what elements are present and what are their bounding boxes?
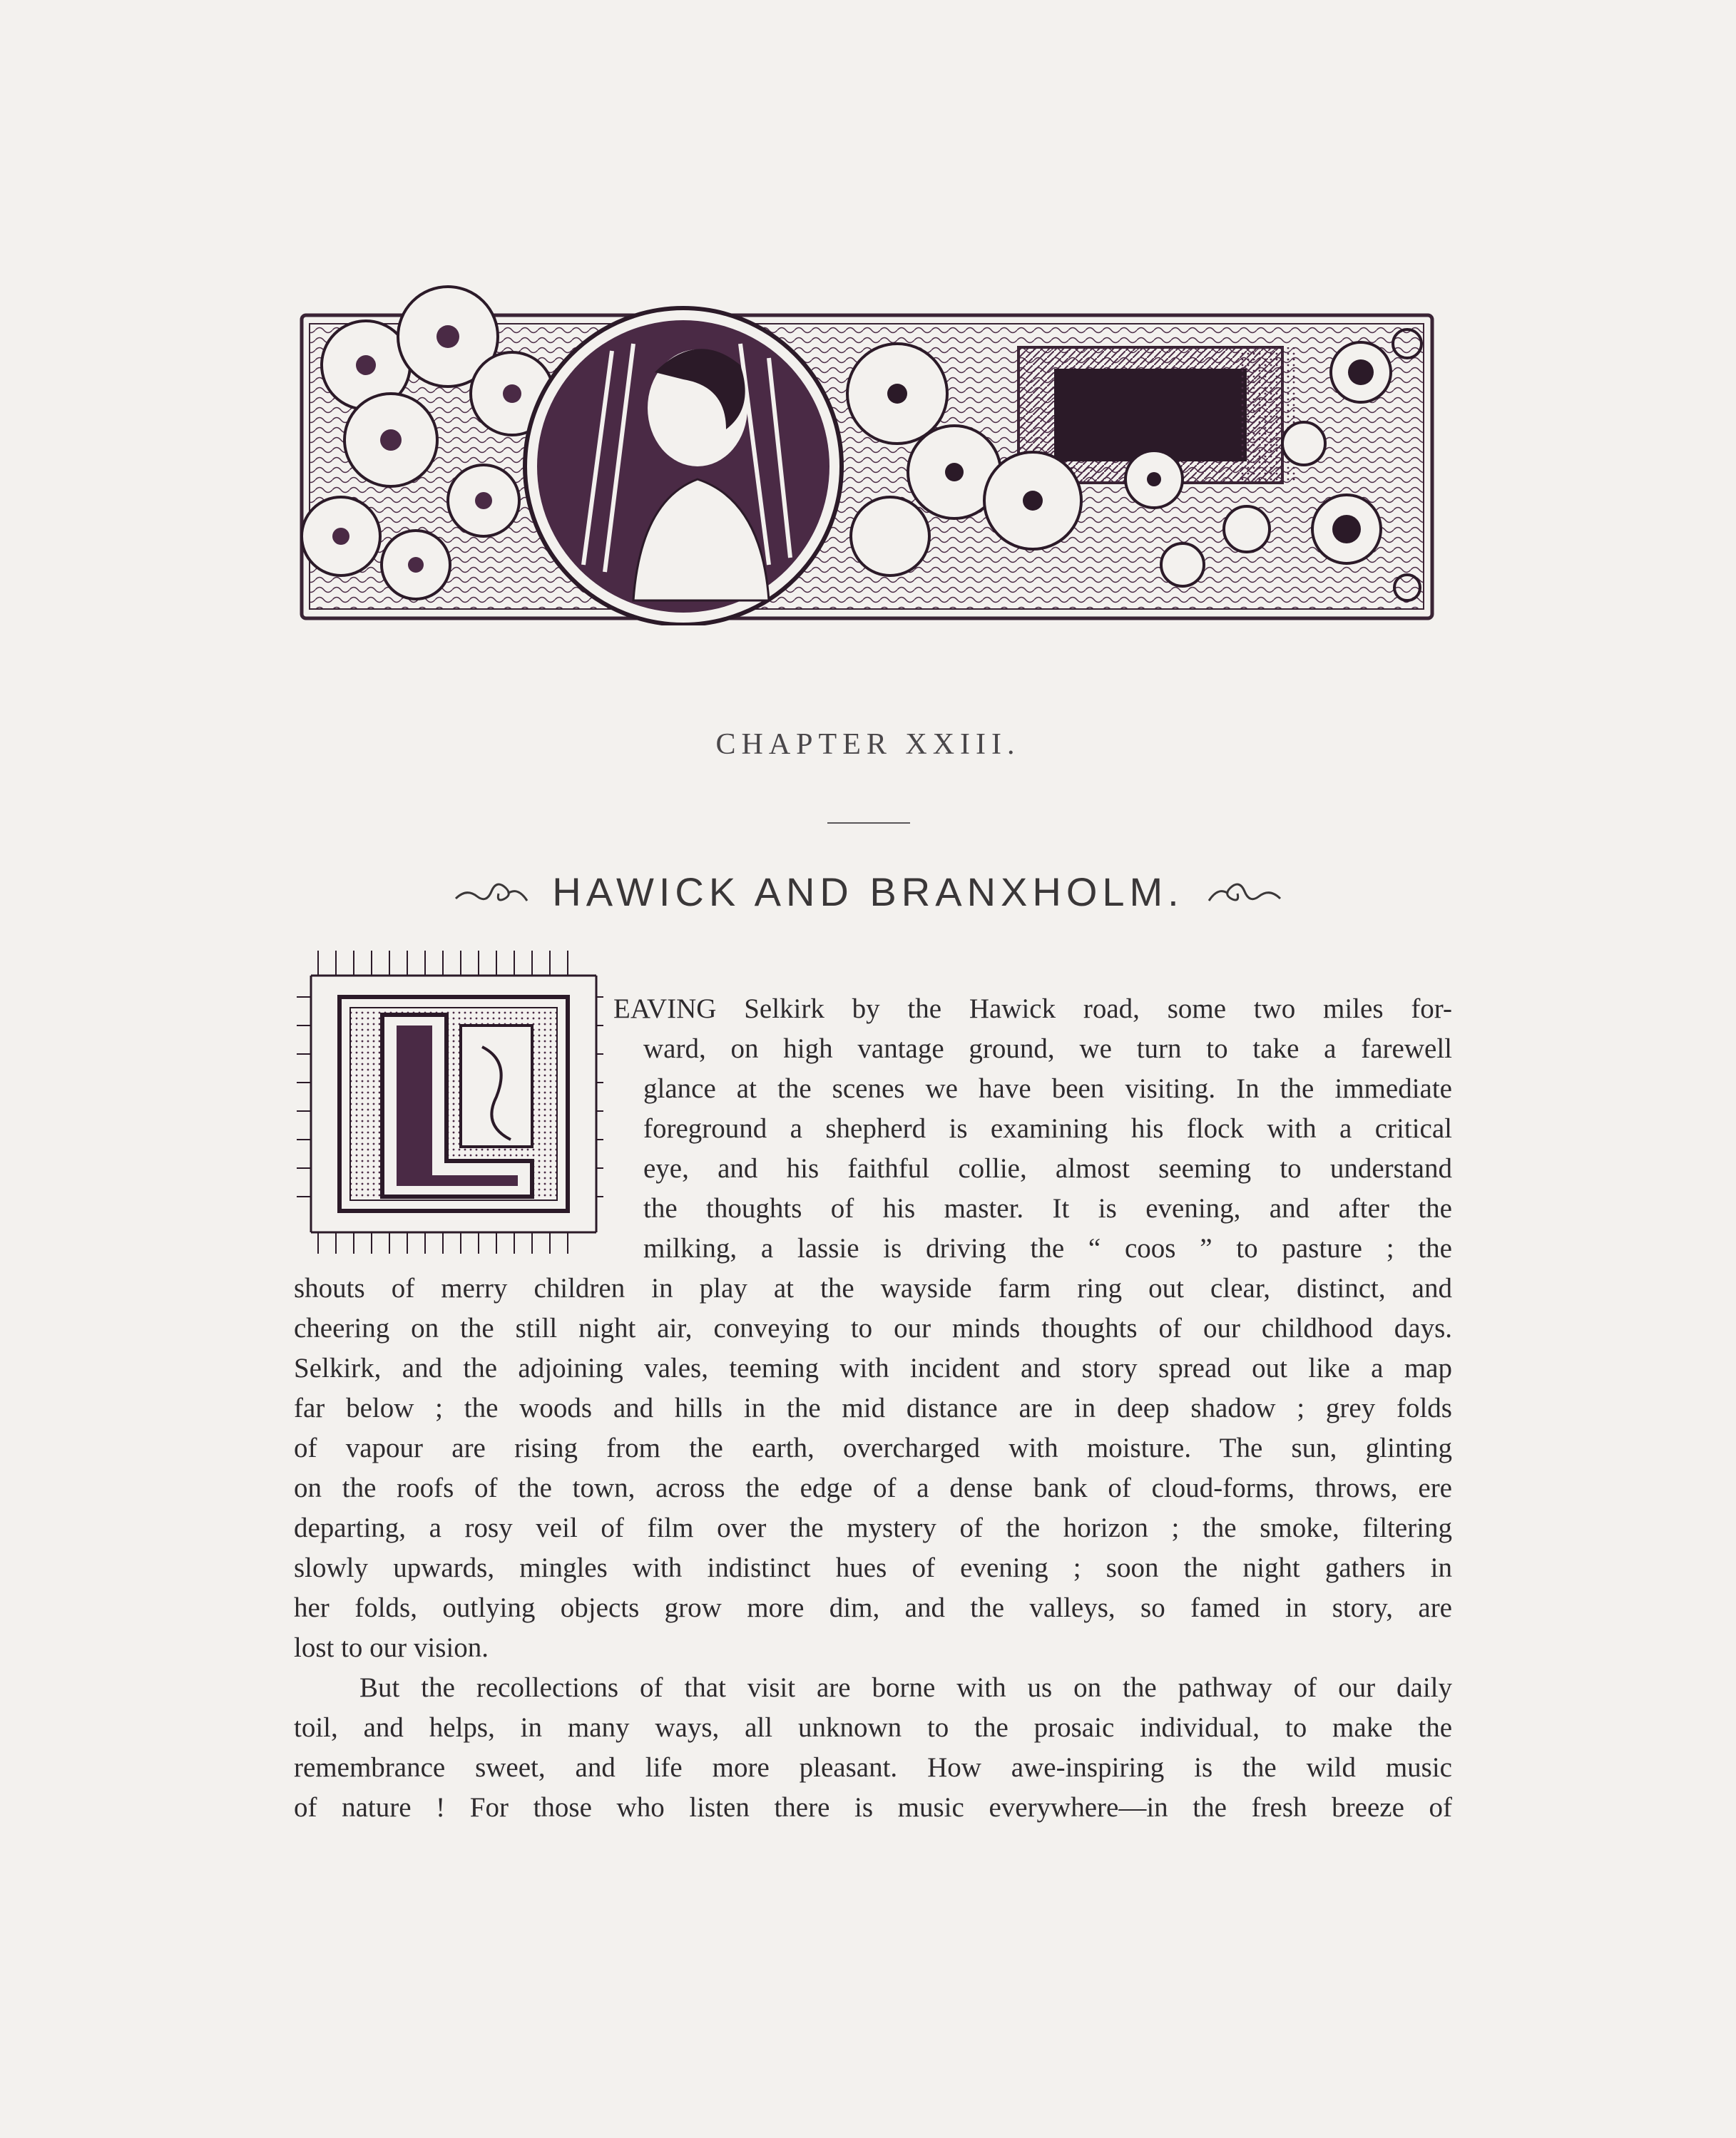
text-line: lost to our vision. — [294, 1632, 489, 1663]
heading-rule — [827, 822, 910, 824]
chapter-title: HAWICK AND BRANXHOLM. — [552, 869, 1184, 914]
ornamental-initial-l-icon — [297, 947, 603, 1254]
chapter-heading: CHAPTER XXIII. — [715, 728, 1021, 761]
text-line: eye, and his faithful collie, almost seeming to understand — [643, 1153, 1452, 1184]
text-line: of vapour are rising from the earth, overcharged with moisture. The sun, glinting — [294, 1433, 1452, 1463]
text-line: shouts of merry children in play at the wayside farm ring out clear, distinct, and — [294, 1273, 1452, 1304]
text-line: on the roofs of the town, across the edge of a dense bank of cloud-forms, throws, ere — [294, 1473, 1452, 1503]
text-line: ward, on high vantage ground, we turn to take a farewell — [643, 1033, 1452, 1064]
right-flourish-icon — [1205, 874, 1284, 909]
text-line: of nature ! For those who listen there is music everywhere—in the fresh breeze of — [294, 1792, 1452, 1823]
text-line: But the recollections of that visit are borne with us on the pathway of our daily — [359, 1672, 1452, 1703]
left-flourish-icon — [452, 874, 531, 909]
text-line: toil, and helps, in many ways, all unknown to the prosaic individual, to make the — [294, 1712, 1452, 1743]
text-line: slowly upwards, mingles with indistinct hues of evening ; soon the night gathers in — [294, 1553, 1452, 1583]
text-line: foreground a shepherd is examining his flock with a critical — [643, 1113, 1452, 1144]
text-line: milking, a lassie is driving the “ coos ” to pasture ; the — [643, 1233, 1452, 1264]
chapter-title-row — [0, 863, 1736, 920]
floral-portrait-headpiece-illustration — [298, 265, 1436, 625]
text-line: EAVING Selkirk by the Hawick road, some two miles for- — [613, 993, 1452, 1024]
text-line: far below ; the woods and hills in the mid distance are in deep shadow ; grey folds — [294, 1393, 1452, 1423]
text-line: cheering on the still night air, conveying to our minds thoughts of our childhood days. — [294, 1313, 1452, 1344]
text-line: Selkirk, and the adjoining vales, teeming with incident and story spread out like a map — [294, 1353, 1452, 1383]
text-line: her folds, outlying objects grow more dim, and the valleys, so famed in story, are — [294, 1592, 1452, 1623]
text-line: remembrance sweet, and life more pleasant. How awe-inspiring is the wild music — [294, 1752, 1452, 1783]
text-line: the thoughts of his master. It is evening, and after the — [643, 1193, 1452, 1224]
text-line: glance at the scenes we have been visiting. In the immediate — [643, 1073, 1452, 1104]
text-line: departing, a rosy veil of film over the mystery of the horizon ; the smoke, filtering — [294, 1513, 1452, 1543]
